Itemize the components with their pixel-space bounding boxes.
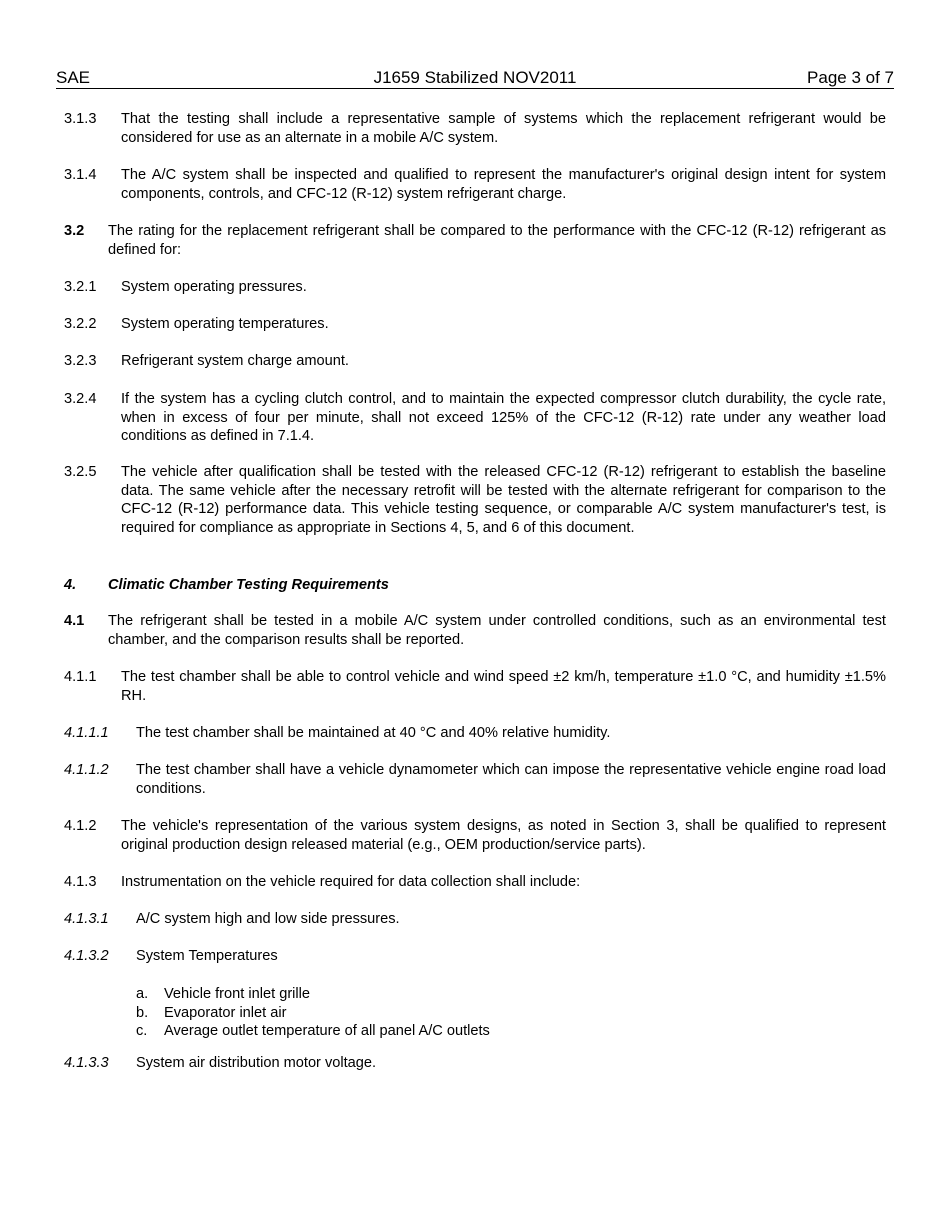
section-number: 4.1.3: [64, 874, 97, 890]
section-text: If the system has a cycling clutch control, and to maintain the expected compressor clutch durability, the cycle rate, when in excess of four per minute, shall not exceed 125% of the CFC-12 (R-12) rate under any weather load conditions as defined in 7.1.4.: [121, 391, 886, 444]
section-3-2-4: [64, 390, 886, 446]
list-item-text: Average outlet temperature of all panel A/C outlets: [164, 1023, 490, 1039]
section-3-2-5: [64, 463, 886, 537]
section-4-1-2: [64, 817, 886, 854]
section-text: The vehicle after qualification shall be tested with the released CFC-12 (R-12) refrigerant to establish the baseline data. The same vehicle after the necessary retrofit will be tested with the alternate refrigerant for comparison to the CFC-12 (R-12) performance data. This vehicle testing sequence, or comparable A/C system manufacturer's test, is required for compliance as appropriate in Sections 4, 5, and 6 of this document.: [121, 464, 886, 536]
list-marker: a.: [136, 986, 149, 1002]
list-item-text: Vehicle front inlet grille: [164, 986, 311, 1002]
section-text: The refrigerant shall be tested in a mobile A/C system under controlled conditions, such as an environmental test chamber, and the comparison results shall be reported.: [108, 613, 886, 648]
section-4-1-1-1: [64, 724, 886, 743]
section-number: 4.1.3.3: [64, 1055, 109, 1071]
header-org: SAE: [56, 68, 91, 87]
section-4-1-3: [64, 873, 886, 892]
section-4-1: [64, 612, 886, 649]
section-text: System Temperatures: [136, 948, 278, 964]
header-doc-id: J1659 Stabilized NOV2011: [373, 68, 577, 87]
list-item: [136, 1004, 490, 1023]
section-text: System operating temperatures.: [121, 316, 329, 332]
section-number: 3.2: [64, 223, 85, 239]
list-item: [136, 985, 490, 1004]
temperature-list: [136, 985, 490, 1041]
section-text: The test chamber shall have a vehicle dynamometer which can impose the representative vehicle engine road load conditions.: [136, 762, 886, 797]
section-4-1-1: [64, 668, 886, 705]
section-text: System operating pressures.: [121, 279, 307, 295]
section-number: 4.1.1.2: [64, 762, 109, 778]
section-3-1-3: [64, 110, 886, 147]
section-number: 3.2.1: [64, 279, 97, 295]
section-number: 4.1.2: [64, 818, 97, 834]
section-title: Climatic Chamber Testing Requirements: [108, 577, 389, 593]
section-3-2: [64, 222, 886, 259]
section-number: 3.2.4: [64, 391, 97, 407]
section-4-1-3-3: [64, 1054, 886, 1073]
section-3-2-2: [64, 315, 886, 334]
section-text: Instrumentation on the vehicle required for data collection shall include:: [121, 874, 581, 890]
section-text: The test chamber shall be able to control vehicle and wind speed ±2 km/h, temperature ±1.0 °C, and humidity ±1.5% RH.: [121, 669, 886, 704]
section-3-1-4: [64, 166, 886, 203]
section-text: The test chamber shall be maintained at 40 °C and 40% relative humidity.: [136, 725, 611, 741]
section-text: That the testing shall include a representative sample of systems which the replacement refrigerant would be considered for use as an alternate in a mobile A/C system.: [121, 111, 886, 146]
section-number: 3.1.3: [64, 111, 97, 127]
section-number: 4.1.1.1: [64, 725, 109, 741]
section-text: The A/C system shall be inspected and qualified to represent the manufacturer's original design intent for system components, controls, and CFC-12 (R-12) system refrigerant charge.: [121, 167, 886, 202]
section-4-1-3-1: [64, 910, 886, 929]
section-text: The vehicle's representation of the various system designs, as noted in Section 3, shall be qualified to represent original production design released material (e.g., OEM production/service parts).: [121, 818, 886, 853]
section-4-1-3-2: [64, 947, 886, 966]
section-number: 4.1.3.1: [64, 911, 109, 927]
list-item: [136, 1022, 490, 1041]
section-number: 4.1.1: [64, 669, 97, 685]
section-3-2-1: [64, 278, 886, 297]
section-number: 4.1.3.2: [64, 948, 109, 964]
section-3-2-3: [64, 352, 886, 371]
page-header: [56, 68, 894, 89]
section-text: System air distribution motor voltage.: [136, 1055, 377, 1071]
header-page-number: Page 3 of 7: [807, 68, 894, 87]
section-text: A/C system high and low side pressures.: [136, 911, 400, 927]
section-text: The rating for the replacement refrigerant shall be compared to the performance with the CFC-12 (R-12) refrigerant as defined for:: [108, 223, 886, 258]
section-4-1-1-2: [64, 761, 886, 798]
section-number: 4.: [64, 577, 77, 593]
section-number: 4.1: [64, 613, 85, 629]
section-4-heading: [64, 576, 886, 595]
list-marker: c.: [136, 1023, 148, 1039]
list-item-text: Evaporator inlet air: [164, 1004, 287, 1021]
section-number: 3.2.5: [64, 464, 97, 480]
section-number: 3.2.3: [64, 353, 97, 369]
section-number: 3.2.2: [64, 316, 97, 332]
list-marker: b.: [136, 1004, 149, 1021]
section-text: Refrigerant system charge amount.: [121, 353, 349, 369]
section-number: 3.1.4: [64, 167, 97, 183]
